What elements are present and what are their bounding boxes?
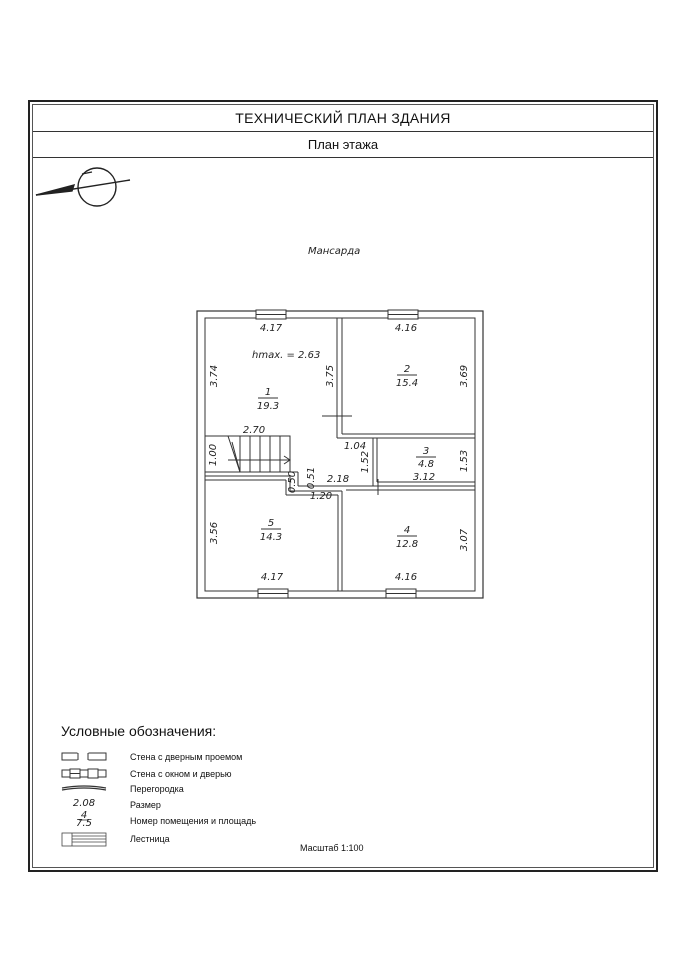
legend-label: Размер [130,800,161,810]
north-arrow-icon [36,168,130,206]
legend-item-door-wall [62,750,242,764]
room-5-label [260,518,282,543]
legend-item-dimension [62,798,161,812]
dim-room1-top: 4.17 [259,323,283,334]
dim-corridor-a: 0.50 [287,470,298,494]
svg-text:2.08: 2.08 [72,798,96,809]
room-1-label [257,387,279,412]
svg-text:3: 3 [422,446,430,457]
svg-text:5: 5 [267,518,275,529]
svg-text:4: 4 [80,810,88,821]
dim-room3-right: 1.53 [459,449,470,473]
legend-label: Номер помещения и площадь [130,816,257,826]
room-4-label [396,525,418,550]
svg-text:12.8: 12.8 [395,539,419,550]
legend-item-room-number [62,814,256,828]
dim-stair-height: 1.00 [208,443,219,467]
dim-stair-width: 2.70 [242,425,266,436]
dim-corridor-length: 2.18 [326,474,350,485]
dim-corridor-b: 0.51 [306,466,317,490]
svg-text:4: 4 [403,525,411,536]
dim-room1-left: 3.74 [209,364,220,388]
dim-room4-bottom: 4.16 [394,572,418,583]
room-3-label [416,446,436,470]
svg-text:2: 2 [403,364,411,375]
legend-label: Стена с окном и дверью [130,769,232,779]
stair-icon [228,436,290,472]
dim-room2-top: 4.16 [394,323,418,334]
dim-room5-left: 3.56 [209,521,220,545]
legend-label: Лестница [130,834,170,844]
sheet-subtitle-text: План этажа [307,136,379,152]
dim-room5-bottom: 4.17 [260,572,284,583]
dim-corridor-bottom: 1.20 [309,491,333,502]
svg-text:4.8: 4.8 [418,459,434,470]
svg-text:1: 1 [264,387,272,398]
room-2-label [396,364,418,389]
dim-room1-right: 3.75 [325,364,336,388]
legend-title: Условные обозначения: [61,723,217,739]
legend-item-partition [62,782,184,796]
dim-hall-top: 1.04 [343,441,367,452]
dim-room3-bottom: 3.12 [412,472,436,483]
legend-item-window-door-wall [62,767,232,781]
floor-label: Мансарда [308,246,361,257]
dim-hall-side: 1.52 [360,450,371,474]
legend-item-stair [62,832,170,846]
dim-room4-right: 3.07 [459,528,470,552]
svg-text:14.3: 14.3 [259,532,283,543]
scale-note: Масштаб 1:100 [300,843,364,853]
sheet-title-text: ТЕХНИЧЕСКИЙ ПЛАН ЗДАНИЯ [235,110,451,126]
legend-label: Перегородка [130,784,184,794]
svg-text:19.3: 19.3 [256,401,280,412]
svg-text:7.5: 7.5 [76,818,92,829]
legend-label: Стена с дверным проемом [130,752,243,762]
svg-text:15.4: 15.4 [395,378,419,389]
dim-room2-right: 3.69 [459,364,470,388]
height-note: hmax. = 2.63 [252,350,321,361]
